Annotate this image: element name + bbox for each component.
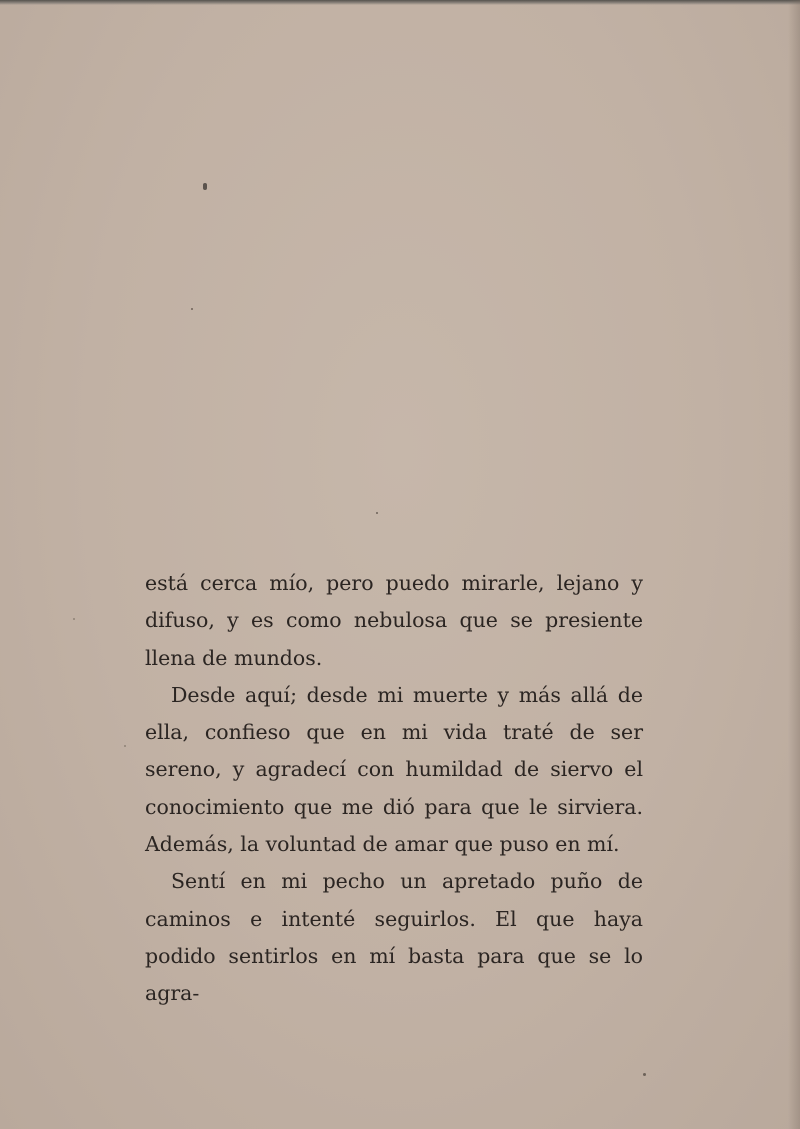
ink-speck	[124, 745, 126, 747]
ink-speck	[376, 512, 378, 514]
ink-speck	[191, 308, 193, 310]
paragraph: Sentí en mi pecho un apretado puño de caminos e intenté seguirlos. El que haya podido sentirlos en mí basta para que se lo agra-	[145, 869, 643, 1006]
page-right-edge	[788, 0, 800, 1129]
page-top-edge	[0, 0, 800, 5]
paragraph: Desde aquí; desde mi muerte y más allá de ella, confieso que en mi vida traté de ser sereno, y agradecí con humildad de siervo el conocimiento que me dió para que le sirviera. Además, la voluntad de amar que puso en mí.	[145, 682, 643, 857]
ink-speck	[73, 618, 75, 620]
ink-speck	[203, 183, 207, 190]
body-text	[145, 565, 643, 1013]
ink-speck	[643, 1073, 646, 1076]
paragraph-continued: está cerca mío, pero puedo mirarle, lejano y difuso, y es como nebulosa que se presiente llena de mundos.	[145, 571, 643, 670]
